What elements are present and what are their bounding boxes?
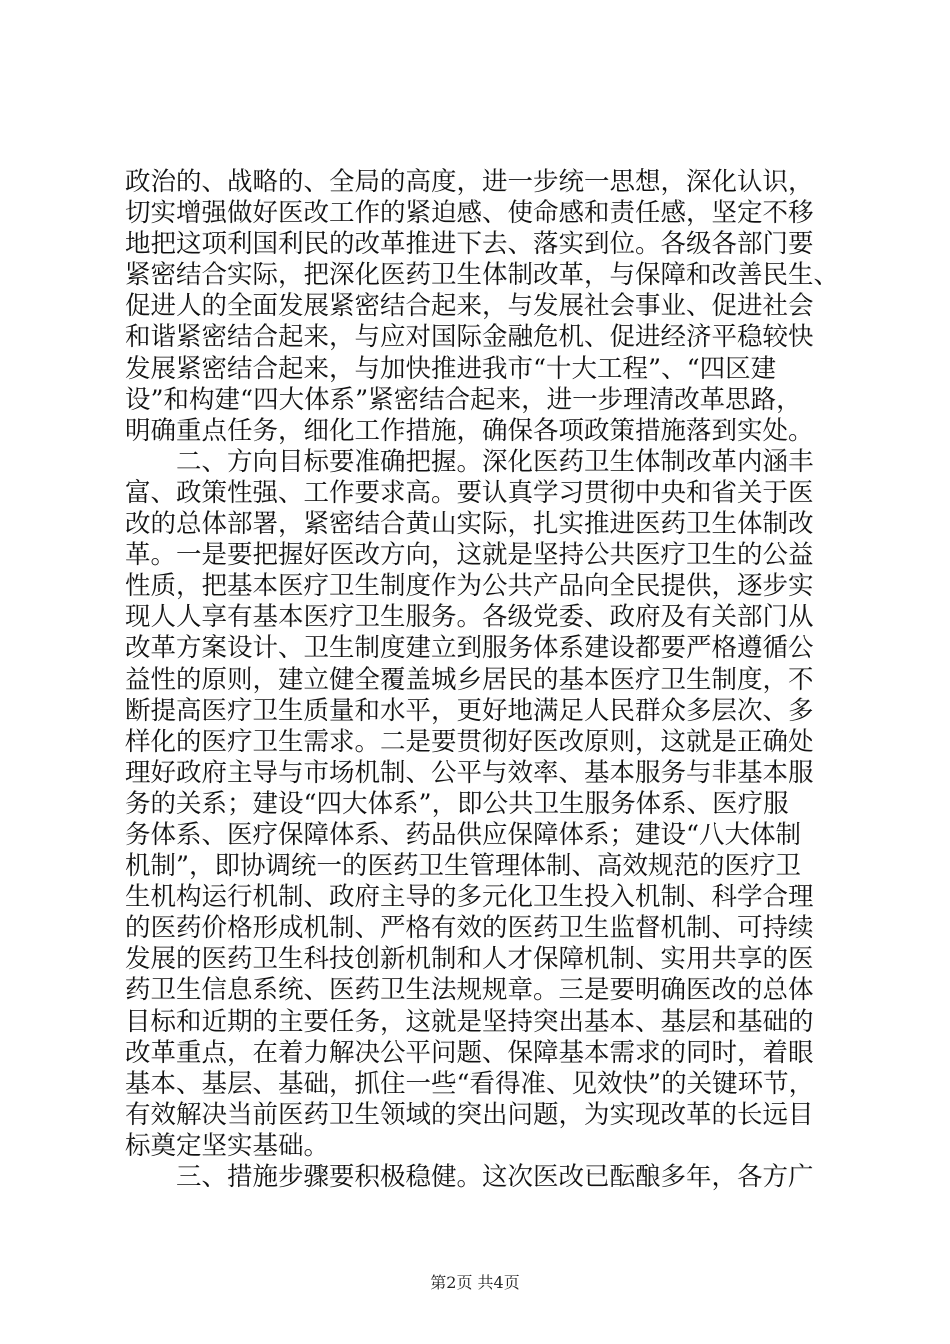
text-line: 促进人的全面发展紧密结合起来，与发展社会事业、促进社会: [125, 291, 814, 322]
text-line: 机制”，即协调统一的医药卫生管理体制、高效规范的医疗卫: [125, 851, 802, 882]
text-line: 三、措施步骤要积极稳健。这次医改已酝酿多年，各方广: [176, 1162, 814, 1192]
text-line: 目标和近期的主要任务，这就是坚持突出基本、基层和基础的: [125, 1006, 814, 1037]
text-line: 革。一是要把握好医改方向，这就是坚持公共医疗卫生的公益: [125, 540, 814, 571]
text-line: 基本、基层、基础，抓住一些“看得准、见效快”的关键环节，: [125, 1068, 815, 1099]
text-line: 务体系、医疗保障体系、药品供应保障体系；建设“八大体制: [125, 819, 802, 850]
body-text: [125, 167, 865, 1193]
text-line: 地把这项利国利民的改革推进下去、落实到位。各级各部门要: [125, 229, 814, 260]
text-line: 明确重点任务，细化工作措施，确保各项政策措施落到实处。: [125, 415, 814, 446]
text-line: 富、政策性强、工作要求高。要认真学习贯彻中央和省关于医: [125, 477, 814, 508]
text-line: 改的总体部署，紧密结合黄山实际，扎实推进医药卫生体制改: [125, 509, 814, 540]
text-line: 发展的医药卫生科技创新机制和人才保障机制、实用共享的医: [125, 944, 814, 975]
text-line: 和谐紧密结合起来，与应对国际金融危机、促进经济平稳较快: [125, 322, 814, 353]
text-line: 断提高医疗卫生质量和水平，更好地满足人民群众多层次、多: [125, 695, 814, 726]
text-line: 改革重点，在着力解决公平问题、保障基本需求的同时，着眼: [125, 1037, 814, 1068]
text-line: 发展紧密结合起来，与加快推进我市“十大工程”、“四区建: [125, 353, 777, 384]
page-footer: 第2页 共4页: [430, 1273, 520, 1292]
text-line: 性质，把基本医疗卫生制度作为公共产品向全民提供，逐步实: [125, 571, 814, 602]
text-line: 的医药价格形成机制、严格有效的医药卫生监督机制、可持续: [125, 913, 814, 944]
text-line: 政治的、战略的、全局的高度，进一步统一思想，深化认识，: [125, 167, 814, 197]
text-line: 理好政府主导与市场机制、公平与效率、基本服务与非基本服: [125, 757, 814, 788]
text-line: 生机构运行机制、政府主导的多元化卫生投入机制、科学合理: [125, 882, 814, 913]
text-line: 药卫生信息系统、医药卫生法规规章。三是要明确医改的总体: [125, 975, 814, 1006]
text-line: 务的关系；建设“四大体系”，即公共卫生服务体系、医疗服: [125, 788, 789, 819]
text-line: 有效解决当前医药卫生领域的突出问题，为实现改革的长远目: [125, 1099, 814, 1130]
text-line: 二、方向目标要准确把握。深化医药卫生体制改革内涵丰: [176, 446, 814, 477]
text-line: 样化的医疗卫生需求。二是要贯彻好医改原则，这就是正确处: [125, 726, 814, 757]
text-line: 改革方案设计、卫生制度建立到服务体系建设都要严格遵循公: [125, 633, 814, 664]
text-line: 紧密结合实际，把深化医药卫生体制改革，与保障和改善民生、: [125, 260, 840, 291]
text-line: 切实增强做好医改工作的紧迫感、使命感和责任感，坚定不移: [125, 198, 814, 229]
text-line: 标奠定坚实基础。: [125, 1130, 330, 1161]
text-line: 益性的原则，建立健全覆盖城乡居民的基本医疗卫生制度，不: [125, 664, 814, 695]
text-line: 设”和构建“四大体系”紧密结合起来，进一步理清改革思路，: [125, 384, 802, 415]
text-line: 现人人享有基本医疗卫生服务。各级党委、政府及有关部门从: [125, 602, 814, 633]
